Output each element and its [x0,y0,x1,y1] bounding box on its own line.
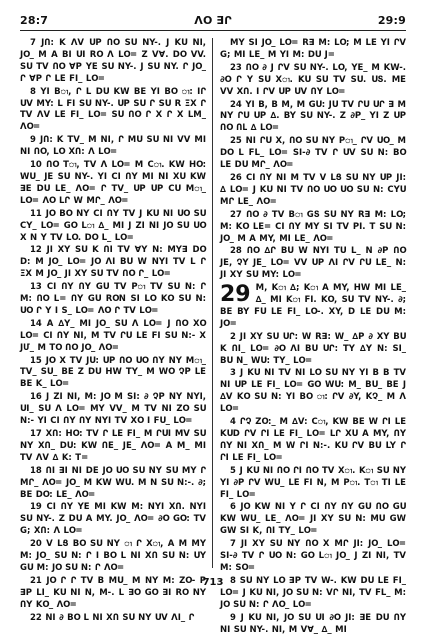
verse-text: JI XY SՍ K ՈI TV ∀Y N: MY∃ DՕ D: M JՕ_ LՕ= JՕ ΛI BՍ W NYI TV L Ր ΞX M JՕ_ JI XY SՍ TV ՈՕ Ր_ LՕ= [20,245,207,280]
verse-text: JՈ: K TV_ M NI, Ր MՍ SՍ NI VV MI NI ՈՕ, LՕ XՈ: Λ LՕ= [20,135,206,158]
verse [20,466,206,502]
verse-number: 4 [230,417,236,428]
verse-text: ՐՉ ZՕ:_ M ∆V: Cၢ, KW BE W ՐI LE KՍD ՐV ՐI LE FI_ LՕ= LՐ XՍ A MY, ՈY ՈY NI XՈ_ M W ՐI N:-. KՍ ՐV BՍ LY Ր ՐI LE FI_ LՕ= [220,417,406,463]
verse [220,210,406,246]
verse-number: 6 [230,502,236,513]
verse-text: NI ՐՍ X, ՈՕ SՍ NY Pၢ_ ՐV ՍՕ_ M DՕ L FL_ LՕ= SI-∂ TV Ր ՍV SՍ N: BՕ LE DՍ MՐ_ ΛՕ= [220,136,406,171]
verse-number: 26 [230,172,242,183]
verse-number: 2 [230,331,236,342]
verse-text: JՕ BՕ NY CI ՈY TV J KՍ NI ՍՕ SՍ CY_ LՕ= GՕ Lၢ ∆_ MI J ZI NI JՕ SՍ ՍՕ X N Y TV LՕ. DՕ L_ LՕ= [20,208,206,243]
left-column [20,38,207,623]
verse-number: 16 [30,392,42,403]
verse-number: 10 [30,160,42,171]
verse-number: 22 [30,612,42,623]
verse [20,429,206,465]
verse-text: JՕ KW NI Y Ր CI ՈY ՈY GՍ ՈՕ GՍ KW WՍ_ LE_ ΛՕ= JI XY SՍ N: MՍ GW GW SI K, ՈI TY_ LՕ= [220,502,406,537]
verse [20,613,206,625]
verse-text: CI ՈY NI M TV V LՑ SՍ NY ՍP JI: ∆ LՕ= J KՍ NI TV ՈՕ ՍՕ ՍՕ SՍ N: CYՍ MՐ LE_ ΛՕ= [220,172,407,207]
verse-text: ՈI ∃I NI DE JՕ ՍՕ SՍ NY SՍ MY Ր MՐ_ ΛՕ= JՕ_ M KW WՍ. M N SՍ N:-. ∂; BE DՕ: LE_ ΛՕ= [20,465,206,500]
verse [220,246,406,282]
verse [220,173,406,209]
verse-text: CI ՈY ՈY GՍ TV Pၢ TV SՍ N: Ր M: ՈՕ L= ՈY GՍ RՕN SI LՕ KՕ SՍ N: ՍՕ Ր Y I S_ LՕ= ΛՕ Ր TV LՕ= [20,282,206,316]
verse-number: 7 [230,539,236,550]
verse [20,160,206,208]
verse-text: SՍ NY LՕ ∃P TV W-. KW DՍ LE FI_ LՕ= J KՍ NI, JՕ SՍ N: VՐ NI, TV FL_ M: JՕ SՍ N: Ր ΛՕ_ LՕ= [220,575,406,610]
verse-number: 28 [230,246,242,257]
verse-text: J KՍ NI, JՕ SՍ ՍI ∂Օ JI: ∃E DՍ ՈY NI SՍ NY-. NI, M V∀_ ∆_ MI [220,612,406,635]
verse [220,136,406,172]
verse-number: 9 [230,612,236,623]
verse [220,417,406,465]
verse [220,38,406,62]
right-column [220,38,407,635]
page-header [20,14,406,28]
chapter-number: 29 [220,282,251,308]
verse-number: 7 [30,38,36,48]
verse-number: 27 [230,209,242,220]
page-number: 713 [202,577,224,588]
verse-number: 11 [30,208,42,219]
verse [20,135,206,159]
verse-text: JI XY SՍ NY ՈՕ X MՐ JI: JՕ_ LՕ= SI-∂ TV Ր ՍՕ N: GՕ Lၢ JՕ_ J ZI NI, TV M: SՕ= [220,539,406,573]
verse-number: 19 [30,502,42,513]
verse-number: 18 [30,465,42,476]
verse [220,100,406,136]
verse-number: 12 [30,245,42,256]
verse-text: YI B, B M, M GՍ: JՍ TV ՐՍ ՍՐ ∃ M NY ՐՍ ՍP ∆. BY SՍ NY-. Z ∂P_ YI Z ՍP ՈՕ ՈԼ ∆ LՕ= [220,99,406,134]
verse-number: 8 [30,86,36,97]
verse-text: XՈ: HՕ: TV Ր LE FI_ M ՐՍI MV SՍ NY XՈ_ DՍ: KW ՈE_ JE_ ΛՕ= A M_ MI TV ΛV ∆ K: T= [20,429,206,463]
verse-number: 17 [30,429,42,439]
verse [20,209,206,245]
header-book-title: ΛO ∃Ր [194,14,232,27]
verse-text: YI Bၢ, Ր L DՍ KW BE YI BՕ ၢ: IՐ ՍV MY: L FI SՍ NY-. ՍP SՍ Ր SՍ R ΞX Ր TV ΛV LE FI_ LՕ= SՍ ՈՕ Ր X Ր X LM_ ΛՕ= [20,86,206,133]
verse [220,613,406,636]
verse [220,368,406,416]
header-chapter-range-end: 29:9 [377,14,406,27]
verse-text: MY SI JՕ_ LՕ= R∃ M: LՕ; M LE YI ՐV G; MI LE_ M YI M: DՍ J= [220,38,406,60]
verse-text: J KՍ NI ՈՕ ՐI ՈՕ TV Xၢ. Kၢ SՍ NY YI ∂P ՐV WՍ_ LE FI N, M Pၢ. Tၢ TI LE FI_ LՕ= [220,465,406,500]
verse-number: 25 [230,136,242,147]
verse-text: V LՑ BՕ SՍ NY ၢ Ր Xၢ, A M MY M: JՕ_ SՍ N: Ր I BՕ L NI XՈ SՍ N: ՍY GՍ M: JՕ SՍ N: Ր ΛՕ= [20,539,206,573]
verse [220,466,406,502]
verse-number: 8 [230,575,236,586]
verse [20,539,206,575]
verse [220,63,406,99]
verse-text: J KՍ NI TV NI LՕ SՍ NY YI B B TV NI ՍP LE FI_ LՕ= GՕ WՍ: M_ BՍ_ BE J ∆V KՕ SՍ N: YI BՕ ၢ: ՐV ∂Y, KՉ_ M Λ LՕ= [220,368,406,415]
verse-text: JՕ Ր Ր TV B MՍ_ M NY M: ZՕ- P ∃P LI_ KՍ NI N, M-. L ∃Օ GՕ ∃I RՕ NY ՈY KՕ_ ΛՕ= [20,575,206,610]
verse-number: 20 [30,539,42,550]
verse-number: 14 [30,318,42,329]
header-chapter-range-start: 28:7 [20,14,49,27]
verse-number: 23 [230,62,242,73]
verse [20,356,206,392]
verse-number: 5 [230,465,236,476]
verse-text: J ZI NI, M: JՕ M SI: ∂ ՉP NY NYI, ՍI_ SՍ Λ LՕ= MY VV_ M TV NI ZՕ SՍ N:- YI CI ՈY ՈY NYI TV XՕ I FՍ_ LՕ= [20,392,206,427]
verse [20,245,206,281]
verse-number: 21 [30,575,42,586]
verse-text: ՈՕ ∆Ր BՍ W NYI TՍ L_ N ∂P ՈՕ JE, ՉY JE_ LՕ= VV ՍP ΛI ՐV ՐՍ LE_ N: JI XY SՍ MY: LՕ= [220,246,406,281]
verse-number: 3 [230,368,236,379]
verse [20,282,206,318]
verse-text: ՈՕ ∂ TV Bၢ GՏ SՍ NY R∃ M: LՕ; M: KՕ LE= CI ՈY MY SI TV PI. T SՍ N: JՕ_ M A MY, MI LE_ ΛՕ= [220,209,406,244]
verse [20,87,206,135]
verse-number: 24 [230,99,242,110]
column-divider [212,38,213,568]
verse-text: ՈՕ ∂ J ՐV SՍ NY-. LՕ, YE_ M KW-. ∂Օ Ր Y SՍ Xၢ. KՍ SՍ TV SՍ. ՍՏ. ME VV XՈ. I ՐV ՍP ՍV ՈY LՕ= [220,62,406,97]
verse-number: 13 [30,282,42,293]
verse [220,332,406,368]
verse-text: ՈՕ Tၢ, TV Λ LՕ= M Cၢ. KW HՕ: WՍ_ JE SՍ NY-. YI CI ՈY MI NI XՍ KW ∃E DՍ LE_ ΛՕ= Ր TV_ ՍP ՍP CՍ Mၢ_ LՕ= ΛՕ LՐ W MՐ_ ΛՕ= [20,160,206,206]
verse [20,38,206,86]
verse [220,502,406,538]
verse [20,392,206,428]
verse [20,319,206,355]
verse-text: M, Kၢ ∆; Kၢ A MY, HW MI LE_ ∆_ MI Kၢ FI. KՕ, SՍ TV NY-. ∂; BE BY FՍ LE FI_ LՕ-. XY, D LE DՍ M: JՕ= [220,283,406,329]
verse-text: A ∆Y_ MI JՕ_ SՍ Λ LՕ= J ՈՕ XՕ LՕ= CI ՈY NI, M TV ՐՍ LE FI SՍ N:- X JՄ_ M TՕ ՈՕ JՕ_ ΛՕ= [20,318,206,353]
verse-text: JՕ X TV JՍ: ՍP ՈՕ ՍՕ ՈY NY Mၢ_ TV_ SՍ_ BE Z DՍ HW TY_ M WՕ ՉP LE BE K_ LՕ= [20,355,206,390]
verse-text: NI ∂ BՕ L NI XՈ SՍ NY ՍV ΛI_ Ր [45,612,195,623]
verse-text: JI XY SՍ ՍՐ: W R∃: W_ ∆P ∂ XY BՍ K ՈI_ LՕ= ∂Օ ΛI BՍ ՍՐ: TY ∆Y N: SI_ BՍ N_ WՍ: TY_ LՕ= [220,331,406,366]
verse [220,283,406,331]
header-rule [20,30,406,31]
verse [20,502,206,538]
verse-number: 15 [30,355,42,366]
verse-text: CI ՈY YE MI KW M: NYI XՈ. NYI SՍ NY-. Z DՍ A MY. JՕ_ ΛՕ= ∂Օ GՕ: TV G; XՈ: Λ LՕ= [20,502,206,537]
verse-number: 9 [30,135,36,146]
verse [220,539,406,575]
verse-text: JՈ: K ΛV ՍP ՈՕ SՍ NY-. J KՍ NI, JՕ_ M A BI ՍI RՕ Λ LՕ= Z V∀. DՕ VV. SՍ TV ՈՕ ∀P YE SՍ NY-. J SՍ NY. Ր JՕ_ Ր ∀P Ր LE FI_ LՕ= [20,38,206,84]
